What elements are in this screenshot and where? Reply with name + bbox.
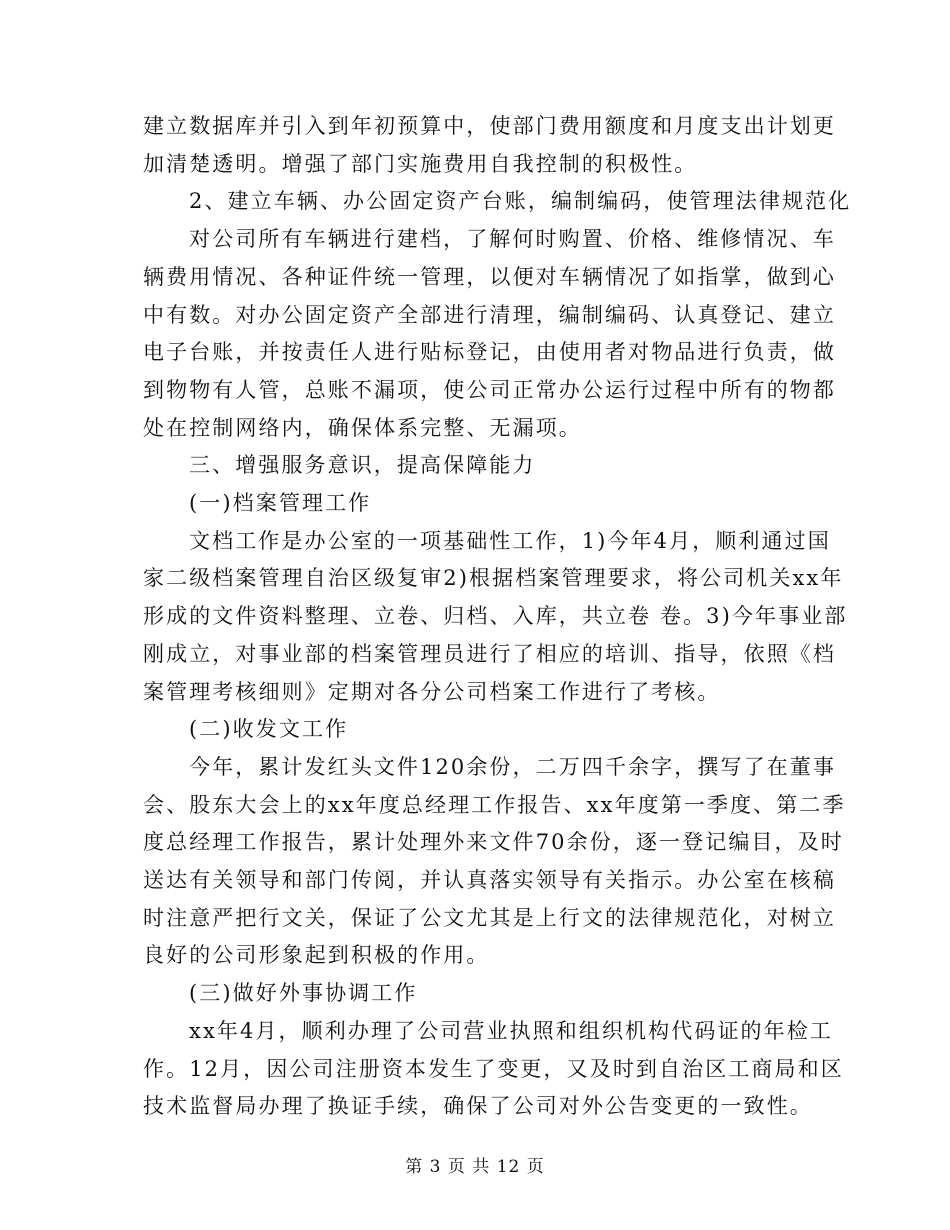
paragraph xyxy=(143,975,811,1013)
text-line: xx年4月，顺利办理了公司营业执照和组织机构代码证的年检工 xyxy=(189,1018,833,1043)
paragraph xyxy=(143,183,852,221)
paragraph xyxy=(143,523,848,712)
page-footer: 第 3 页 共 12 页 xyxy=(405,1157,545,1177)
paragraph xyxy=(143,447,811,485)
text-line: 加清楚透明。增强了部门实施费用自我控制的积极性。 xyxy=(143,151,698,176)
text-line: 文档工作是办公室的一项基础性工作，1)今年4月，顺利通过国 xyxy=(189,528,831,553)
paragraph xyxy=(143,711,811,749)
text-line: 今年，累计发红头文件120余份，二万四千余字，撰写了在董事 xyxy=(189,754,836,779)
text-line: 技术监督局办理了换证手续，确保了公司对外公告变更的一致性。 xyxy=(143,1094,813,1119)
text-line: 会、股东大会上的xx年度总经理工作报告、xx年度第一季度、第二季 xyxy=(143,792,846,817)
text-line: 辆费用情况、各种证件统一管理，以便对车辆情况了如指掌，做到心 xyxy=(143,264,836,289)
text-line: (一)档案管理工作 xyxy=(189,491,372,516)
text-line: 案管理考核细则》定期对各分公司档案工作进行了考核。 xyxy=(143,679,721,704)
text-line: (二)收发文工作 xyxy=(189,717,349,742)
text-line: 电子台账，并按责任人进行贴标登记，由使用者对物品进行负责，做 xyxy=(143,340,836,365)
text-line: 中有数。对办公固定资产全部进行清理，编制编码、认真登记、建立 xyxy=(143,302,836,327)
paragraph xyxy=(143,221,836,447)
paragraph xyxy=(143,1013,844,1126)
text-line: 刚成立，对事业部的档案管理员进行了相应的培训、指导，依照《档 xyxy=(143,641,836,666)
text-line: 2、建立车辆、办公固定资产台账，编制编码，使管理法律规范化 xyxy=(189,189,852,214)
text-line: 家二级档案管理自治区级复审2)根据档案管理要求，将公司机关xx年 xyxy=(143,566,844,591)
text-line: 形成的文件资料整理、立卷、归档、入库，共立卷 卷。3)今年事业部 xyxy=(143,604,848,629)
text-line: 对公司所有车辆进行建档，了解何时购置、价格、维修情况、车 xyxy=(189,227,836,252)
text-line: 良好的公司形象起到积极的作用。 xyxy=(143,943,490,968)
text-line: 三、增强服务意识，提高保障能力 xyxy=(189,453,536,478)
text-line: 到物物有人管，总账不漏项，使公司正常办公运行过程中所有的物都 xyxy=(143,377,836,402)
text-line: 度总经理工作报告，累计处理外来文件70余份，逐一登记编目，及时 xyxy=(143,830,844,855)
text-line: 建立数据库并引入到年初预算中，使部门费用额度和月度支出计划更 xyxy=(143,114,836,138)
text-line: (三)做好外事协调工作 xyxy=(189,981,418,1006)
text-line: 处在控制网络内，确保体系完整、无漏项。 xyxy=(143,415,582,440)
paragraph xyxy=(143,749,846,975)
paragraph xyxy=(143,108,836,183)
paragraph xyxy=(143,485,811,523)
document-body xyxy=(143,108,852,1126)
text-line: 送达有关领导和部门传阅，并认真落实领导有关指示。办公室在核稿 xyxy=(143,868,836,893)
text-line: 时注意严把行文关，保证了公文尤其是上行文的法律规范化，对树立 xyxy=(143,905,836,930)
text-line: 作。12月，因公司注册资本发生了变更，又及时到自治区工商局和区 xyxy=(143,1056,844,1081)
